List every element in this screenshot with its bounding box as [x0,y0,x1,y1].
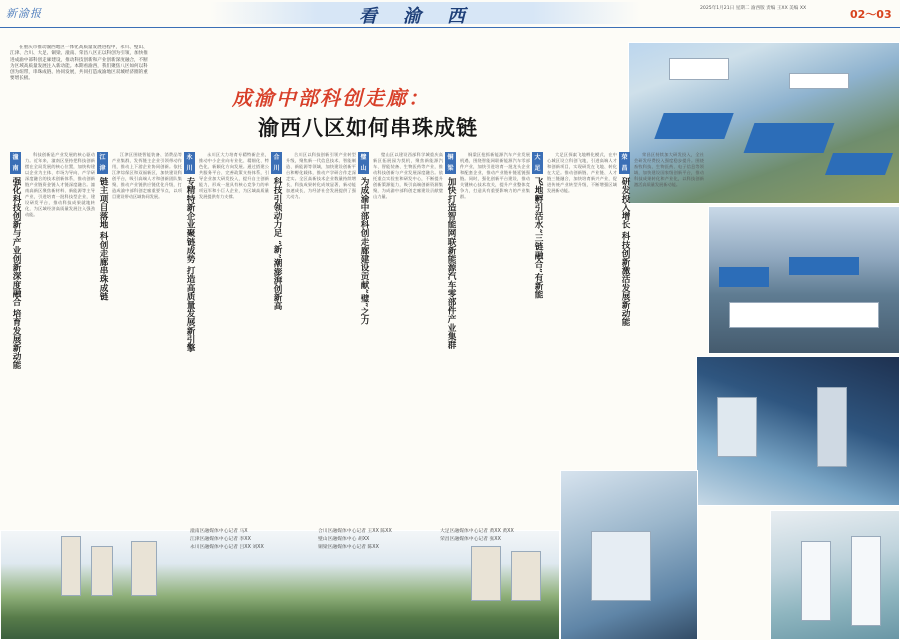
article-jiangjin [97,152,182,528]
factory-buildings-photo [708,206,900,354]
article-heading: 加快打造智能网联新能源汽车零部件产业集群 [446,177,456,349]
reporter-credits [190,528,560,558]
article-body: 铜梁区抢抓新能源汽车产业发展机遇，围绕智能网联新能源汽车零部件产业，加快引进培育一批龙头企业和配套企业，推动产业链补链延链强链。同时，强化创新平台建设，推动关键核心技术攻关，提升产业整体竞争力，打造具有重要影响力的产业集群。 [460,152,530,199]
district-badge: 潼南 [10,152,21,174]
article-body: 大足区探索飞地孵化模式，在中心城区设立科创飞地，引进高端人才和创新项目，实现研发在飞地、转化在大足。推动创新链、产业链、人才链三链融合，加快培育新兴产业，促进传统产业转型升级，不断增强区域发展新动能。 [547,152,617,193]
article-heading: 研发投入增长 科技创新激活发展新动能 [620,177,630,327]
article-body: 科技创新是产业发展的核心驱动力。近年来，潼南区坚持把科技创新摆在全局发展的核心位置，加快构建以企业为主体、市场为导向、产学研深度融合的技术创新体系，推动创新链产业链资金链人才链深度融合。潼南高新区聚焦新材料、新能源等主导产业，引进培育一批科技型企业，建设研发平台，推动科技成果就地转化，为区域经济高质量发展注入强劲动能。 [25,152,95,217]
article-tongliang [445,152,530,528]
credit-line: 江津区融媒体中心记者 李XX [190,537,251,542]
article-dazu [532,152,617,528]
article-body: 荣昌区持续加大研发投入，全社会研发经费投入强度稳步提升。围绕畜牧科技、生物医药、电子信息等领域，加快建设国家级创新平台，推动科技成果转化和产业化，以科技创新激活高质量发展新动能。 [634,152,704,187]
article-body: 江津区围绕智能装备、消费品等产业集群，发挥链主企业引领带动作用，推动上下游企业协同创新。依托江津综保区和双福新区，加快建设科创平台，吸引高端人才和创新团队集聚，推动产业链供应链优化升级，打造成渝中部科创走廊重要节点，以项目建设带动区域协同发展。 [112,152,182,199]
headline-kicker: 成渝中部科创走廊： [232,86,430,110]
district-badge: 大足 [532,152,543,174]
article-tongnan [10,152,95,528]
article-heading: 链主项目落地 科创走廊串珠成链 [98,177,108,301]
article-heading: 为成渝中部科创走廊建设贡献“璧”之力 [359,177,369,325]
article-heading: 科技引领动力足 “新”潮澎湃创新高 [272,177,282,311]
newspaper-logo: 新渝报 [6,7,42,20]
page-numbers: 02～03 [850,8,892,21]
article-yongchuan [184,152,269,528]
credit-line: 永川区融媒体中心记者 吕XX 刘XX [190,545,264,550]
masthead [0,0,900,28]
credit-line: 荣昌区融媒体中心记者 张XX [440,537,501,542]
article-bishan [358,152,443,528]
credit-line: 潼南区融媒体中心记者 马X [190,529,248,534]
article-hechuan [271,152,356,528]
article-heading: 强化科技创新与产业创新深度融合 培育发展新动能 [11,177,21,370]
section-title: 看渝西 [359,6,491,27]
cleanroom-workers-photo [770,510,900,640]
district-badge: 永川 [184,152,195,174]
article-heading: 专精特新企业聚链成势 打造高质量发展新引擎 [185,177,195,352]
district-badge: 荣昌 [619,152,630,174]
credit-line: 璧山区融媒体中心 胡XX [318,537,370,542]
district-badge: 璧山 [358,152,369,174]
credit-line: 合川区融媒体中心记者 王XX 陈XX [318,529,392,534]
intro-paragraph: 在重庆市推动渝西地区一体化高质量发展进程中，永川、璧山、江津、合川、大足、铜梁、潼南、荣昌八区正以科创为引领，加快推进成渝中部科创走廊建设，推动科技创新和产业创新深度融合，不断为区域高质量发展注入新动能。本期看渝西，我们聚焦八区如何以科创为纽带，串珠成链、协同发展，共同打造成渝地区双城经济圈的重要增长极。 [10,45,148,82]
credit-line: 铜梁区融媒体中心记者 陈XX [318,545,379,550]
article-body: 永川区大力培育专精特新企业，推动中小企业向专业化、精细化、特色化、新颖化方向发展。通过搭建公共服务平台、完善政策支持体系，引导企业加大研发投入，提升自主创新能力，形成一批具有核心竞争力的单项冠军和小巨人企业，为区域高质量发展提供有力支撑。 [199,152,269,199]
article-body: 合川区以科技创新引领产业转型升级，聚焦新一代信息技术、智能制造、新能源等领域，加快建设创新平台和孵化载体，推动产学研合作走深走实。全区高新技术企业数量持续增长，科技成果转化成效显著，新动能加速成长，为经济社会发展提供了强大动力。 [286,152,356,199]
article-heading: 飞地孵引活水“三链融合”有新能 [533,177,543,299]
district-badge: 铜梁 [445,152,456,174]
article-rongchang [619,152,704,462]
district-badge: 合川 [271,152,282,174]
article-body: 璧山区以建设西部科学城重庆高新区拓展园为契机，聚焦新能源汽车、智能装备、生物医药等产业，推动科技创新与产业发展深度融合。依托重点实验室和研发中心，不断提升创新策源能力，吸引高端创新资源集聚，为成渝中部科创走廊建设贡献璧山力量。 [373,152,443,199]
production-line-photo [696,356,900,506]
credit-line: 大足区融媒体中心记者 黄XX 黄XX [440,529,514,534]
district-badge: 江津 [97,152,108,174]
main-headline: 渝西八区如何串珠成链 [258,116,478,140]
issue-info: 2025年1月21日 星期二 渝西版 责编 王XX 美编 XX [700,6,807,11]
